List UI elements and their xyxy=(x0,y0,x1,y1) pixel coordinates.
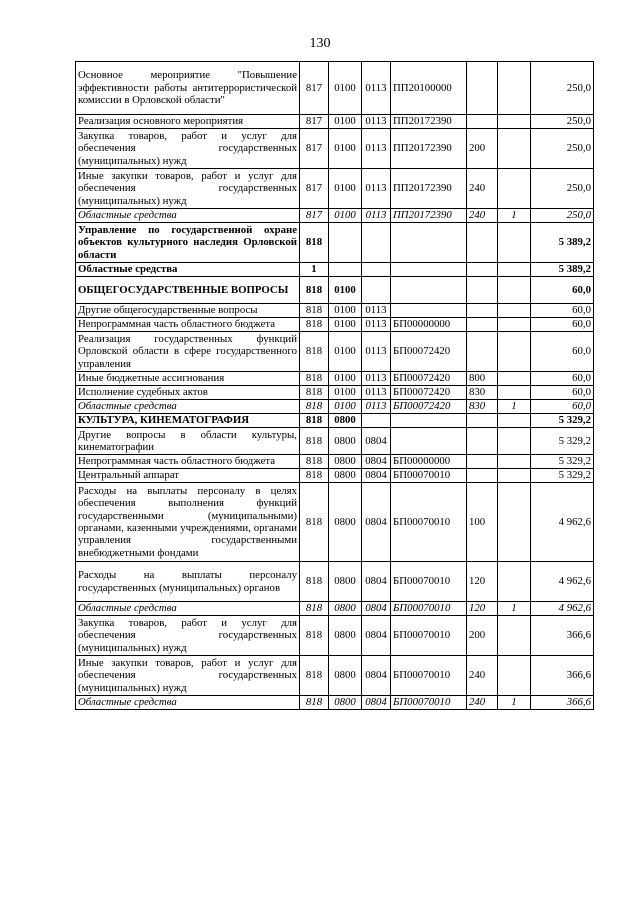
row-name-cell: Управление по государственной охране объектов культурного наследия Орловской области xyxy=(76,223,300,263)
row-target-article-cell: БП00000000 xyxy=(391,455,467,469)
row-name-cell: Непрограммная часть областного бюджета xyxy=(76,455,300,469)
row-vedom-cell: 818 xyxy=(300,386,329,400)
row-vedom-cell: 1 xyxy=(300,263,329,277)
row-vedom-cell: 817 xyxy=(300,209,329,223)
row-name-cell: КУЛЬТУРА, КИНЕМАТОГРАФИЯ xyxy=(76,414,300,428)
row-subsection-cell: 0804 xyxy=(362,483,391,562)
row-section-cell: 0800 xyxy=(329,428,362,455)
row-vedom-cell: 818 xyxy=(300,696,329,710)
row-section-cell: 0800 xyxy=(329,562,362,602)
row-funding-source-cell xyxy=(498,428,531,455)
row-section-cell: 0100 xyxy=(329,318,362,332)
row-name-cell: Закупка товаров, работ и услуг для обеспечения государственных (муниципальных) нужд xyxy=(76,129,300,169)
table-row xyxy=(76,62,594,115)
row-expense-type-cell: 240 xyxy=(467,656,498,696)
row-amount-cell: 4 962,6 xyxy=(531,602,594,616)
row-subsection-cell: 0113 xyxy=(362,332,391,372)
row-funding-source-cell xyxy=(498,62,531,115)
row-name-cell: Иные бюджетные ассигнования xyxy=(76,372,300,386)
row-vedom-cell: 817 xyxy=(300,62,329,115)
row-name-cell: Закупка товаров, работ и услуг для обеспечения государственных (муниципальных) нужд xyxy=(76,616,300,656)
row-subsection-cell: 0804 xyxy=(362,602,391,616)
row-amount-cell: 5 329,2 xyxy=(531,469,594,483)
row-amount-cell: 366,6 xyxy=(531,696,594,710)
row-subsection-cell: 0113 xyxy=(362,209,391,223)
row-target-article-cell: БП00070010 xyxy=(391,696,467,710)
row-target-article-cell xyxy=(391,263,467,277)
row-vedom-cell: 818 xyxy=(300,372,329,386)
row-vedom-cell: 818 xyxy=(300,602,329,616)
row-section-cell: 0100 xyxy=(329,304,362,318)
table-row xyxy=(76,209,594,223)
row-name-cell: Областные средства xyxy=(76,602,300,616)
row-section-cell: 0100 xyxy=(329,332,362,372)
row-amount-cell: 60,0 xyxy=(531,318,594,332)
row-subsection-cell: 0113 xyxy=(362,129,391,169)
table-row xyxy=(76,318,594,332)
row-subsection-cell: 0113 xyxy=(362,62,391,115)
row-amount-cell: 60,0 xyxy=(531,332,594,372)
row-section-cell: 0800 xyxy=(329,696,362,710)
row-subsection-cell: 0804 xyxy=(362,696,391,710)
row-funding-source-cell: 1 xyxy=(498,209,531,223)
row-funding-source-cell xyxy=(498,483,531,562)
row-amount-cell: 60,0 xyxy=(531,400,594,414)
row-expense-type-cell xyxy=(467,304,498,318)
row-name-cell: Центральный аппарат xyxy=(76,469,300,483)
row-subsection-cell: 0804 xyxy=(362,616,391,656)
row-vedom-cell: 818 xyxy=(300,400,329,414)
row-funding-source-cell: 1 xyxy=(498,696,531,710)
row-funding-source-cell xyxy=(498,414,531,428)
row-subsection-cell: 0804 xyxy=(362,455,391,469)
table-row xyxy=(76,616,594,656)
row-expense-type-cell: 120 xyxy=(467,562,498,602)
row-vedom-cell: 817 xyxy=(300,115,329,129)
row-target-article-cell xyxy=(391,428,467,455)
row-funding-source-cell xyxy=(498,169,531,209)
table-row xyxy=(76,656,594,696)
row-vedom-cell: 818 xyxy=(300,616,329,656)
row-expense-type-cell: 100 xyxy=(467,483,498,562)
row-amount-cell: 250,0 xyxy=(531,129,594,169)
row-name-cell: Расходы на выплаты персоналу государственных (муниципальных) органов xyxy=(76,562,300,602)
row-subsection-cell xyxy=(362,414,391,428)
row-vedom-cell: 817 xyxy=(300,169,329,209)
row-section-cell: 0800 xyxy=(329,414,362,428)
row-funding-source-cell: 1 xyxy=(498,400,531,414)
row-subsection-cell: 0804 xyxy=(362,656,391,696)
row-expense-type-cell: 830 xyxy=(467,386,498,400)
row-amount-cell: 5 329,2 xyxy=(531,428,594,455)
table-row xyxy=(76,169,594,209)
table-row xyxy=(76,696,594,710)
table-row xyxy=(76,263,594,277)
row-section-cell: 0800 xyxy=(329,616,362,656)
row-expense-type-cell xyxy=(467,455,498,469)
row-section-cell: 0100 xyxy=(329,209,362,223)
row-subsection-cell: 0804 xyxy=(362,562,391,602)
row-target-article-cell: ПП20172390 xyxy=(391,169,467,209)
row-name-cell: Областные средства xyxy=(76,209,300,223)
table-row xyxy=(76,332,594,372)
row-expense-type-cell xyxy=(467,263,498,277)
row-section-cell: 0100 xyxy=(329,277,362,304)
row-name-cell: Непрограммная часть областного бюджета xyxy=(76,318,300,332)
row-vedom-cell: 818 xyxy=(300,332,329,372)
row-expense-type-cell xyxy=(467,318,498,332)
table-row xyxy=(76,469,594,483)
row-expense-type-cell: 830 xyxy=(467,400,498,414)
row-name-cell: Реализация основного мероприятия xyxy=(76,115,300,129)
row-target-article-cell: БП00072420 xyxy=(391,386,467,400)
row-vedom-cell: 818 xyxy=(300,318,329,332)
row-funding-source-cell xyxy=(498,115,531,129)
row-funding-source-cell xyxy=(498,455,531,469)
row-section-cell: 0100 xyxy=(329,400,362,414)
table-row xyxy=(76,115,594,129)
row-expense-type-cell: 120 xyxy=(467,602,498,616)
row-name-cell: Областные средства xyxy=(76,696,300,710)
row-subsection-cell: 0113 xyxy=(362,115,391,129)
row-target-article-cell xyxy=(391,277,467,304)
table-row xyxy=(76,602,594,616)
table-row xyxy=(76,562,594,602)
row-target-article-cell: БП00070010 xyxy=(391,616,467,656)
row-target-article-cell: БП00070010 xyxy=(391,562,467,602)
row-target-article-cell: ПП20172390 xyxy=(391,115,467,129)
row-vedom-cell: 818 xyxy=(300,656,329,696)
row-funding-source-cell xyxy=(498,469,531,483)
row-target-article-cell: ПП20172390 xyxy=(391,129,467,169)
row-section-cell: 0800 xyxy=(329,455,362,469)
row-target-article-cell: БП00072420 xyxy=(391,332,467,372)
table-row xyxy=(76,277,594,304)
page-number: 130 xyxy=(309,36,331,51)
row-target-article-cell: БП00070010 xyxy=(391,483,467,562)
row-funding-source-cell xyxy=(498,277,531,304)
row-subsection-cell: 0113 xyxy=(362,169,391,209)
row-vedom-cell: 818 xyxy=(300,428,329,455)
row-name-cell: Исполнение судебных актов xyxy=(76,386,300,400)
table-row xyxy=(76,223,594,263)
row-amount-cell: 366,6 xyxy=(531,616,594,656)
row-target-article-cell: ПП20172390 xyxy=(391,209,467,223)
table-row xyxy=(76,455,594,469)
row-expense-type-cell xyxy=(467,414,498,428)
row-target-article-cell: БП00070010 xyxy=(391,656,467,696)
table-row xyxy=(76,483,594,562)
row-section-cell: 0800 xyxy=(329,469,362,483)
row-section-cell xyxy=(329,223,362,263)
row-target-article-cell: БП00072420 xyxy=(391,372,467,386)
row-name-cell: Другие общегосударственные вопросы xyxy=(76,304,300,318)
row-vedom-cell: 818 xyxy=(300,562,329,602)
row-funding-source-cell xyxy=(498,656,531,696)
table-row xyxy=(76,129,594,169)
row-expense-type-cell xyxy=(467,277,498,304)
row-name-cell: Областные средства xyxy=(76,400,300,414)
table-body xyxy=(76,62,594,710)
row-target-article-cell xyxy=(391,414,467,428)
row-funding-source-cell xyxy=(498,129,531,169)
row-subsection-cell xyxy=(362,277,391,304)
row-target-article-cell xyxy=(391,304,467,318)
row-expense-type-cell: 200 xyxy=(467,129,498,169)
row-amount-cell: 250,0 xyxy=(531,169,594,209)
row-vedom-cell: 818 xyxy=(300,277,329,304)
row-name-cell: Реализация государственных функций Орловской области в сфере государственного управления xyxy=(76,332,300,372)
row-section-cell: 0100 xyxy=(329,386,362,400)
row-section-cell: 0100 xyxy=(329,115,362,129)
row-subsection-cell xyxy=(362,263,391,277)
row-amount-cell: 60,0 xyxy=(531,277,594,304)
row-target-article-cell: БП00070010 xyxy=(391,469,467,483)
row-name-cell: Областные средства xyxy=(76,263,300,277)
row-section-cell xyxy=(329,263,362,277)
row-vedom-cell: 818 xyxy=(300,483,329,562)
row-expense-type-cell xyxy=(467,223,498,263)
row-funding-source-cell xyxy=(498,263,531,277)
row-funding-source-cell xyxy=(498,562,531,602)
row-vedom-cell: 818 xyxy=(300,304,329,318)
row-target-article-cell: БП00072420 xyxy=(391,400,467,414)
row-funding-source-cell xyxy=(498,616,531,656)
row-vedom-cell: 818 xyxy=(300,414,329,428)
row-amount-cell: 366,6 xyxy=(531,656,594,696)
row-name-cell: Другие вопросы в области культуры, кинематографии xyxy=(76,428,300,455)
row-amount-cell: 60,0 xyxy=(531,304,594,318)
row-section-cell: 0100 xyxy=(329,169,362,209)
row-target-article-cell: БП00070010 xyxy=(391,602,467,616)
table-row xyxy=(76,428,594,455)
row-vedom-cell: 818 xyxy=(300,469,329,483)
row-section-cell: 0800 xyxy=(329,656,362,696)
row-amount-cell: 60,0 xyxy=(531,372,594,386)
row-section-cell: 0800 xyxy=(329,483,362,562)
row-funding-source-cell xyxy=(498,304,531,318)
budget-table xyxy=(75,61,594,710)
row-section-cell: 0100 xyxy=(329,129,362,169)
row-vedom-cell: 817 xyxy=(300,129,329,169)
table-row xyxy=(76,372,594,386)
row-target-article-cell xyxy=(391,223,467,263)
row-amount-cell: 250,0 xyxy=(531,209,594,223)
row-subsection-cell: 0804 xyxy=(362,469,391,483)
row-section-cell: 0100 xyxy=(329,372,362,386)
row-expense-type-cell xyxy=(467,62,498,115)
row-expense-type-cell: 200 xyxy=(467,616,498,656)
table-row xyxy=(76,304,594,318)
row-vedom-cell: 818 xyxy=(300,455,329,469)
row-expense-type-cell: 240 xyxy=(467,696,498,710)
table-row xyxy=(76,400,594,414)
row-expense-type-cell xyxy=(467,115,498,129)
row-funding-source-cell xyxy=(498,223,531,263)
row-amount-cell: 4 962,6 xyxy=(531,483,594,562)
row-section-cell: 0800 xyxy=(329,602,362,616)
row-expense-type-cell: 240 xyxy=(467,209,498,223)
row-name-cell: Расходы на выплаты персоналу в целях обеспечения выполнения функций государственными (муниципальными) органами, казенными учреждениями, органами управления государственными внебюджетными фондами xyxy=(76,483,300,562)
row-amount-cell: 5 329,2 xyxy=(531,455,594,469)
table-row xyxy=(76,386,594,400)
row-name-cell: Основное мероприятие "Повышение эффективности работы антитеррористической комиссии в Орловской области" xyxy=(76,62,300,115)
row-funding-source-cell xyxy=(498,372,531,386)
row-name-cell: ОБЩЕГОСУДАРСТВЕННЫЕ ВОПРОСЫ xyxy=(76,277,300,304)
row-subsection-cell: 0804 xyxy=(362,428,391,455)
row-subsection-cell: 0113 xyxy=(362,386,391,400)
row-expense-type-cell: 240 xyxy=(467,169,498,209)
row-subsection-cell: 0113 xyxy=(362,304,391,318)
row-expense-type-cell xyxy=(467,469,498,483)
row-amount-cell: 250,0 xyxy=(531,115,594,129)
row-funding-source-cell xyxy=(498,318,531,332)
row-subsection-cell: 0113 xyxy=(362,372,391,386)
row-subsection-cell: 0113 xyxy=(362,318,391,332)
row-expense-type-cell xyxy=(467,428,498,455)
row-section-cell: 0100 xyxy=(329,62,362,115)
row-funding-source-cell xyxy=(498,332,531,372)
row-subsection-cell xyxy=(362,223,391,263)
row-subsection-cell: 0113 xyxy=(362,400,391,414)
row-vedom-cell: 818 xyxy=(300,223,329,263)
row-name-cell: Иные закупки товаров, работ и услуг для обеспечения государственных (муниципальных) нужд xyxy=(76,169,300,209)
row-name-cell: Иные закупки товаров, работ и услуг для обеспечения государственных (муниципальных) нужд xyxy=(76,656,300,696)
row-expense-type-cell: 800 xyxy=(467,372,498,386)
row-funding-source-cell xyxy=(498,386,531,400)
row-amount-cell: 60,0 xyxy=(531,386,594,400)
table-row xyxy=(76,414,594,428)
row-amount-cell: 250,0 xyxy=(531,62,594,115)
row-amount-cell: 5 389,2 xyxy=(531,263,594,277)
row-funding-source-cell: 1 xyxy=(498,602,531,616)
row-amount-cell: 4 962,6 xyxy=(531,562,594,602)
row-expense-type-cell xyxy=(467,332,498,372)
row-amount-cell: 5 329,2 xyxy=(531,414,594,428)
row-amount-cell: 5 389,2 xyxy=(531,223,594,263)
row-target-article-cell: БП00000000 xyxy=(391,318,467,332)
row-target-article-cell: ПП20100000 xyxy=(391,62,467,115)
